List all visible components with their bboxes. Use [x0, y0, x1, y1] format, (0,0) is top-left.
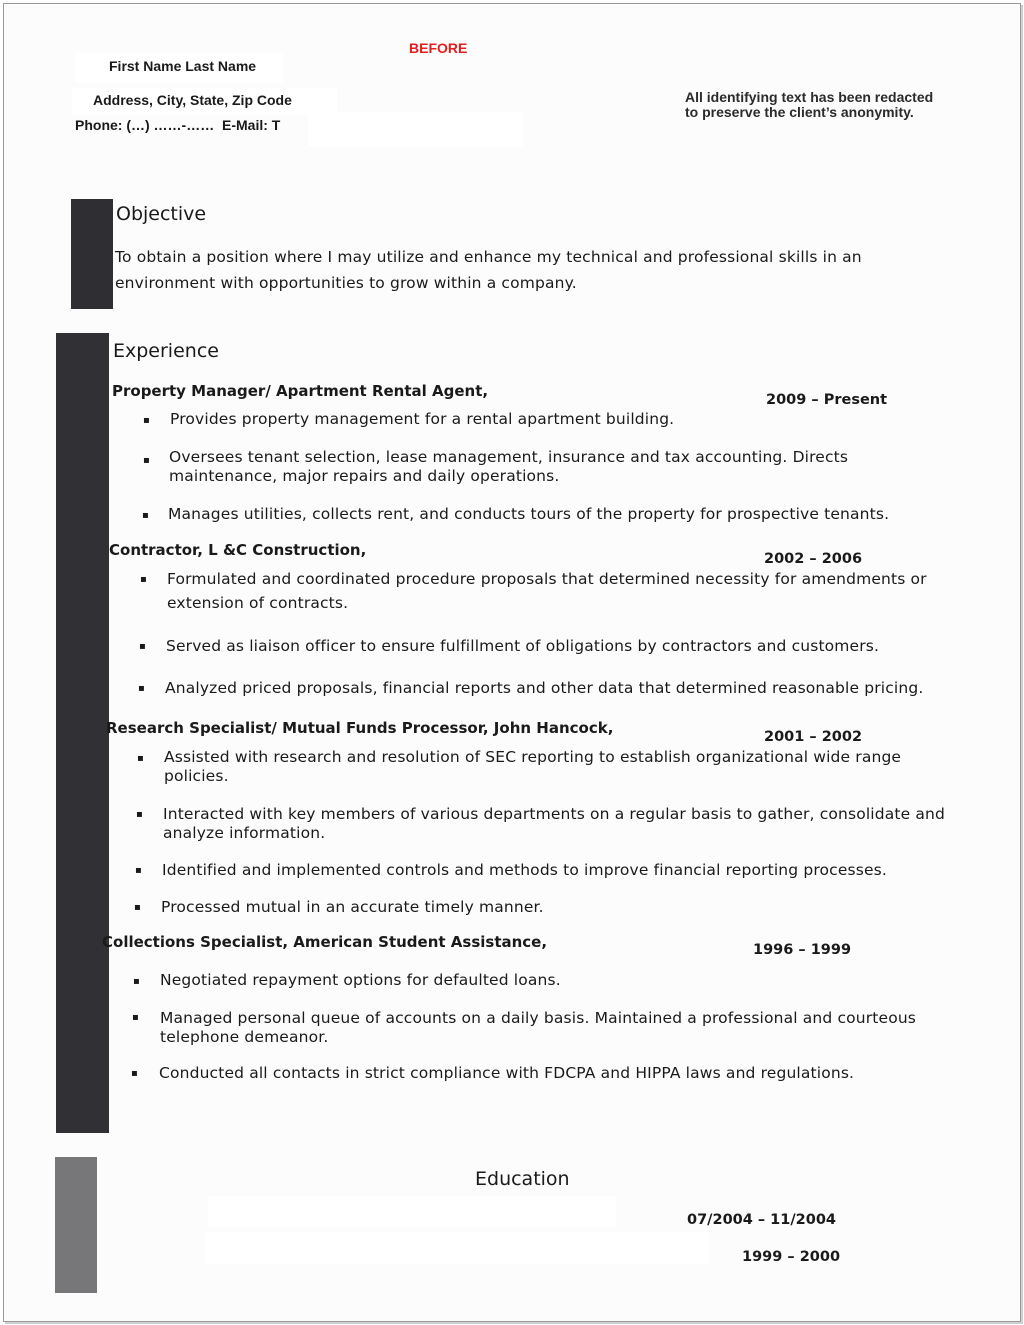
job-title: Contractor, L &C Construction, — [109, 541, 367, 559]
bullet-line: Analyzed priced proposals, financial reports and other data that determined reasonable pricing. — [165, 679, 924, 697]
bullet: ▪ — [138, 683, 145, 694]
bullet-line: analyze information. — [163, 824, 326, 842]
redaction-note-line: All identifying text has been redacted — [685, 89, 934, 105]
bullet: ▪ — [143, 455, 150, 466]
objective-line: To obtain a position where I may utilize and enhance my technical and professional skills in an — [115, 248, 862, 266]
bullet: ▪ — [139, 641, 146, 652]
bullet: ▪ — [136, 809, 143, 820]
bullet-line: Interacted with key members of various departments on a regular basis to gather, consolidate and — [163, 805, 946, 823]
education-heading: Education — [475, 1168, 570, 1190]
phone-label: Phone: ( — [75, 117, 131, 133]
bullet-line: Provides property management for a rental apartment building. — [170, 410, 675, 428]
bullet-line: Identified and implemented controls and methods to improve financial reporting processes. — [162, 861, 887, 879]
job-title: Property Manager/ Apartment Rental Agent, — [112, 382, 489, 400]
bullet: ▪ — [143, 415, 150, 426]
bullet: ▪ — [133, 976, 140, 987]
job-dates: 2001 – 2002 — [764, 729, 863, 745]
bullet: ▪ — [142, 510, 149, 521]
bullet: ▪ — [137, 753, 144, 764]
address-field: Address, City, State, Zip Code — [72, 88, 337, 114]
page-frame — [3, 3, 1021, 1322]
bullet-line: Manages utilities, collects rent, and conducts tours of the property for prospective tenants. — [168, 505, 890, 523]
experience-heading: Experience — [113, 340, 219, 362]
bullet: ▪ — [134, 902, 141, 913]
bullet: ▪ — [140, 574, 147, 585]
bullet: ▪ — [132, 1012, 139, 1023]
bullet-line: Negotiated repayment options for defaulted loans. — [160, 971, 561, 989]
education-side-bar — [55, 1157, 97, 1293]
objective-heading: Objective — [116, 203, 207, 225]
objective-line: environment with opportunities to grow within a company. — [115, 274, 577, 292]
before-label: BEFORE — [409, 40, 468, 56]
bullet-line: extension of contracts. — [167, 594, 349, 612]
education-dates: 1999 – 2000 — [742, 1249, 841, 1265]
bullet-line: Formulated and coordinated procedure proposals that determined necessity for amendments or — [167, 570, 927, 588]
job-dates: 2009 – Present — [766, 392, 888, 408]
phone-partial: …) ……-…… — [131, 117, 215, 133]
experience-side-bar — [56, 333, 109, 1133]
name-field: First Name Last Name — [75, 53, 283, 82]
objective-side-bar — [71, 199, 113, 309]
bullet-line: telephone demeanor. — [160, 1028, 329, 1046]
job-dates: 1996 – 1999 — [753, 942, 852, 958]
job-title: Collections Specialist, American Student Assistance, — [102, 933, 548, 951]
education-dates: 07/2004 – 11/2004 — [687, 1212, 837, 1228]
job-dates: 2002 – 2006 — [764, 551, 863, 567]
job-title: Research Specialist/ Mutual Funds Processor, John Hancock, — [106, 719, 614, 737]
redaction-note — [685, 90, 933, 120]
bullet-line: Conducted all contacts in strict compliance with FDCPA and HIPPA laws and regulations. — [159, 1064, 855, 1082]
bullet-line: Oversees tenant selection, lease management, insurance and tax accounting. Directs — [169, 448, 849, 466]
bullet-line: Assisted with research and resolution of SEC reporting to establish organizational wide range — [164, 748, 902, 766]
bullet-line: Processed mutual in an accurate timely manner. — [161, 898, 544, 916]
bullet-line: Served as liaison officer to ensure fulfillment of obligations by contractors and customers. — [166, 637, 880, 655]
email-label: E-Mail: T — [222, 117, 281, 133]
bullet: ▪ — [131, 1068, 138, 1079]
email-redaction — [308, 112, 523, 146]
education-redaction — [205, 1232, 710, 1264]
redaction-note-line: to preserve the client’s anonymity. — [685, 104, 914, 120]
bullet: ▪ — [135, 865, 142, 876]
education-redaction — [208, 1196, 616, 1226]
contact-line — [75, 117, 280, 133]
bullet-line: maintenance, major repairs and daily operations. — [169, 467, 560, 485]
bullet-line: policies. — [164, 767, 229, 785]
bullet-line: Managed personal queue of accounts on a daily basis. Maintained a professional and courteous — [160, 1009, 917, 1027]
